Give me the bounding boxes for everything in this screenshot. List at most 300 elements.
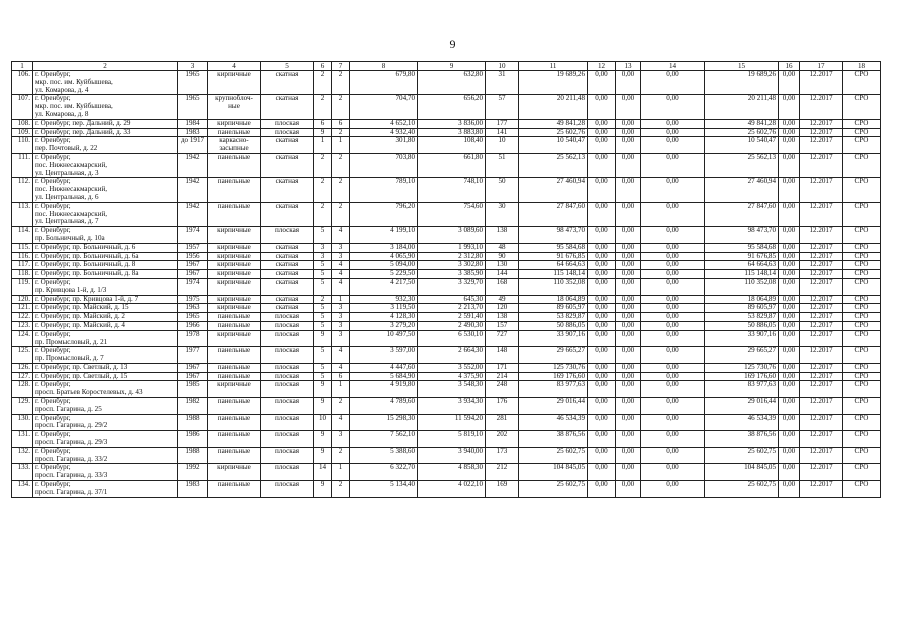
row-number: 115. bbox=[12, 243, 33, 252]
cost-cell: 10 540,47 bbox=[519, 137, 588, 154]
table-row bbox=[12, 261, 881, 270]
value-14-cell: 0,00 bbox=[641, 95, 705, 119]
value-16-cell: 0,00 bbox=[779, 330, 800, 347]
method-cell: СРО bbox=[843, 95, 881, 119]
roof-type-cell: скатная bbox=[261, 243, 314, 252]
cost-cell: 25 602,75 bbox=[519, 447, 588, 464]
table-row bbox=[12, 372, 881, 381]
method-cell: СРО bbox=[843, 178, 881, 202]
residents-cell: 57 bbox=[486, 95, 519, 119]
address-line: пр. Больничный, д. 10а bbox=[35, 233, 105, 242]
residents-cell: 169 bbox=[486, 481, 519, 498]
value-12-cell: 0,00 bbox=[588, 481, 616, 498]
value-12-cell: 0,00 bbox=[588, 330, 616, 347]
row-number: 111. bbox=[12, 153, 33, 177]
value-12-cell: 0,00 bbox=[588, 261, 616, 270]
row-number: 110. bbox=[12, 137, 33, 154]
residents-cell: 51 bbox=[486, 153, 519, 177]
method-cell: СРО bbox=[843, 330, 881, 347]
value-16-cell: 0,00 bbox=[779, 153, 800, 177]
method-cell: СРО bbox=[843, 227, 881, 244]
value-13-cell: 0,00 bbox=[616, 270, 641, 279]
living-area-cell: 3 385,90 bbox=[418, 270, 486, 279]
cost-cell: 95 584,68 bbox=[519, 243, 588, 252]
value-16-cell: 0,00 bbox=[779, 431, 800, 448]
floors-cell: 5 bbox=[314, 278, 332, 295]
value-15-cell: 95 584,68 bbox=[705, 243, 779, 252]
value-12-cell: 0,00 bbox=[588, 178, 616, 202]
value-16-cell: 0,00 bbox=[779, 243, 800, 252]
wall-material-cell: кирпичные bbox=[208, 252, 261, 261]
roof-type-cell: скатная bbox=[261, 153, 314, 177]
residents-cell: 120 bbox=[486, 304, 519, 313]
address-cell bbox=[33, 128, 178, 137]
value-15-cell: 50 886,05 bbox=[705, 321, 779, 330]
entrances-cell: 1 bbox=[332, 381, 350, 398]
residents-cell: 176 bbox=[486, 398, 519, 415]
address-line: мкр. пос. им. Куйбышева, bbox=[35, 102, 113, 111]
address-line: г. Оренбург, bbox=[35, 278, 71, 286]
entrances-cell: 3 bbox=[332, 252, 350, 261]
address-cell bbox=[33, 202, 178, 226]
address-line: г. Оренбург, bbox=[35, 346, 71, 355]
total-area-cell: 4 065,90 bbox=[350, 252, 418, 261]
value-14-cell: 0,00 bbox=[641, 270, 705, 279]
floors-cell: 9 bbox=[314, 128, 332, 137]
value-13-cell: 0,00 bbox=[616, 95, 641, 119]
value-15-cell: 19 689,26 bbox=[705, 71, 779, 95]
column-number: 6 bbox=[314, 62, 332, 71]
method-cell: СРО bbox=[843, 278, 881, 295]
value-15-cell: 33 907,16 bbox=[705, 330, 779, 347]
method-cell: СРО bbox=[843, 304, 881, 313]
value-16-cell: 0,00 bbox=[779, 347, 800, 364]
living-area-cell: 632,80 bbox=[418, 71, 486, 95]
value-14-cell: 0,00 bbox=[641, 372, 705, 381]
date-cell: 12.2017 bbox=[800, 128, 843, 137]
entrances-cell: 2 bbox=[332, 71, 350, 95]
cost-cell: 29 016,44 bbox=[519, 398, 588, 415]
value-12-cell: 0,00 bbox=[588, 447, 616, 464]
value-16-cell: 0,00 bbox=[779, 71, 800, 95]
date-cell: 12.2017 bbox=[800, 153, 843, 177]
address-line: г. Оренбург, bbox=[35, 463, 71, 472]
address-cell bbox=[33, 372, 178, 381]
floors-cell: 5 bbox=[314, 347, 332, 364]
method-cell: СРО bbox=[843, 372, 881, 381]
entrances-cell: 3 bbox=[332, 313, 350, 322]
address-cell bbox=[33, 270, 178, 279]
living-area-cell: 3 302,80 bbox=[418, 261, 486, 270]
value-12-cell: 0,00 bbox=[588, 381, 616, 398]
row-number: 119. bbox=[12, 278, 33, 295]
total-area-cell: 7 562,10 bbox=[350, 431, 418, 448]
wall-material-cell: кирпичные bbox=[208, 295, 261, 304]
cost-cell: 89 605,97 bbox=[519, 304, 588, 313]
address-line: пр. Промысловый, д. 21 bbox=[35, 337, 108, 346]
row-number: 116. bbox=[12, 252, 33, 261]
value-12-cell: 0,00 bbox=[588, 128, 616, 137]
value-12-cell: 0,00 bbox=[588, 95, 616, 119]
address-cell bbox=[33, 178, 178, 202]
table-row bbox=[12, 227, 881, 244]
wall-material-cell: панельные bbox=[208, 347, 261, 364]
year-cell: 1974 bbox=[178, 227, 208, 244]
floors-cell: 10 bbox=[314, 414, 332, 431]
row-number: 131. bbox=[12, 431, 33, 448]
living-area-cell: 2 213,70 bbox=[418, 304, 486, 313]
value-15-cell: 115 148,14 bbox=[705, 270, 779, 279]
total-area-cell: 10 497,50 bbox=[350, 330, 418, 347]
value-15-cell: 46 534,39 bbox=[705, 414, 779, 431]
total-area-cell: 15 298,30 bbox=[350, 414, 418, 431]
value-14-cell: 0,00 bbox=[641, 128, 705, 137]
value-14-cell: 0,00 bbox=[641, 347, 705, 364]
table-row bbox=[12, 447, 881, 464]
wall-material-cell: панельные bbox=[208, 313, 261, 322]
living-area-cell: 3 883,80 bbox=[418, 128, 486, 137]
column-number: 17 bbox=[800, 62, 843, 71]
floors-cell: 9 bbox=[314, 447, 332, 464]
wall-material-cell: панельные bbox=[208, 431, 261, 448]
year-cell: 1985 bbox=[178, 381, 208, 398]
address-cell bbox=[33, 295, 178, 304]
address-cell bbox=[33, 119, 178, 128]
method-cell: СРО bbox=[843, 321, 881, 330]
wall-material-cell: панельные bbox=[208, 363, 261, 372]
cost-cell: 20 211,48 bbox=[519, 95, 588, 119]
value-15-cell: 53 829,87 bbox=[705, 313, 779, 322]
value-14-cell: 0,00 bbox=[641, 178, 705, 202]
column-number: 5 bbox=[261, 62, 314, 71]
date-cell: 12.2017 bbox=[800, 398, 843, 415]
entrances-cell: 6 bbox=[332, 372, 350, 381]
entrances-cell: 4 bbox=[332, 347, 350, 364]
row-number: 120. bbox=[12, 295, 33, 304]
cost-cell: 53 829,87 bbox=[519, 313, 588, 322]
address-line: г. Оренбург, bbox=[35, 153, 71, 161]
total-area-cell: 4 199,10 bbox=[350, 227, 418, 244]
year-cell: 1967 bbox=[178, 261, 208, 270]
residents-cell: 248 bbox=[486, 381, 519, 398]
wall-material-cell: кирпичные bbox=[208, 227, 261, 244]
table-row bbox=[12, 321, 881, 330]
cost-cell: 46 534,39 bbox=[519, 414, 588, 431]
method-cell: СРО bbox=[843, 243, 881, 252]
total-area-cell: 3 184,00 bbox=[350, 243, 418, 252]
floors-cell: 5 bbox=[314, 372, 332, 381]
value-16-cell: 0,00 bbox=[779, 202, 800, 226]
wall-material-cell: кирпичные bbox=[208, 71, 261, 95]
table-row bbox=[12, 95, 881, 119]
address-cell bbox=[33, 481, 178, 498]
living-area-cell: 3 548,30 bbox=[418, 381, 486, 398]
entrances-cell: 1 bbox=[332, 137, 350, 154]
address-line: г. Оренбург, bbox=[35, 480, 71, 489]
total-area-cell: 5 094,00 bbox=[350, 261, 418, 270]
roof-type-cell: скатная bbox=[261, 261, 314, 270]
column-number: 14 bbox=[641, 62, 705, 71]
value-12-cell: 0,00 bbox=[588, 153, 616, 177]
cost-cell: 38 876,56 bbox=[519, 431, 588, 448]
address-line: г. Оренбург, пр. Больничный, д. 8 bbox=[35, 260, 136, 269]
method-cell: СРО bbox=[843, 481, 881, 498]
cost-cell: 104 845,05 bbox=[519, 464, 588, 481]
address-line: г. Оренбург, пр. Светлый, д. 15 bbox=[35, 372, 128, 380]
cost-cell: 83 977,63 bbox=[519, 381, 588, 398]
date-cell: 12.2017 bbox=[800, 270, 843, 279]
row-number: 107. bbox=[12, 95, 33, 119]
value-12-cell: 0,00 bbox=[588, 71, 616, 95]
method-cell: СРО bbox=[843, 270, 881, 279]
value-13-cell: 0,00 bbox=[616, 227, 641, 244]
value-15-cell: 29 665,27 bbox=[705, 347, 779, 364]
address-line: г. Оренбург, пр. Больничный, д. 6а bbox=[35, 252, 139, 260]
floors-cell: 5 bbox=[314, 270, 332, 279]
residents-cell: 214 bbox=[486, 372, 519, 381]
wall-material-cell: панельные bbox=[208, 153, 261, 177]
method-cell: СРО bbox=[843, 71, 881, 95]
roof-type-cell: скатная bbox=[261, 252, 314, 261]
address-line: просп. Братьев Коростелевых, д. 43 bbox=[35, 388, 143, 397]
method-cell: СРО bbox=[843, 381, 881, 398]
value-13-cell: 0,00 bbox=[616, 295, 641, 304]
date-cell: 12.2017 bbox=[800, 414, 843, 431]
value-15-cell: 27 847,60 bbox=[705, 202, 779, 226]
address-line: г. Оренбург, bbox=[35, 447, 71, 455]
column-number: 18 bbox=[843, 62, 881, 71]
wall-material-cell: кирпичные bbox=[208, 243, 261, 252]
date-cell: 12.2017 bbox=[800, 243, 843, 252]
table-row bbox=[12, 153, 881, 177]
wall-material-cell: кирпичные bbox=[208, 464, 261, 481]
date-cell: 12.2017 bbox=[800, 252, 843, 261]
value-12-cell: 0,00 bbox=[588, 414, 616, 431]
value-12-cell: 0,00 bbox=[588, 227, 616, 244]
value-15-cell: 169 176,60 bbox=[705, 372, 779, 381]
value-13-cell: 0,00 bbox=[616, 363, 641, 372]
roof-type-cell: плоская bbox=[261, 330, 314, 347]
floors-cell: 2 bbox=[314, 95, 332, 119]
value-12-cell: 0,00 bbox=[588, 243, 616, 252]
column-number: 4 bbox=[208, 62, 261, 71]
address-line: пос. Нижнесакмарский, bbox=[35, 185, 108, 194]
roof-type-cell: плоская bbox=[261, 464, 314, 481]
value-16-cell: 0,00 bbox=[779, 414, 800, 431]
residents-cell: 281 bbox=[486, 414, 519, 431]
roof-type-cell: плоская bbox=[261, 227, 314, 244]
value-14-cell: 0,00 bbox=[641, 71, 705, 95]
entrances-cell: 6 bbox=[332, 119, 350, 128]
cost-cell: 98 473,70 bbox=[519, 227, 588, 244]
table-row bbox=[12, 398, 881, 415]
roof-type-cell: скатная bbox=[261, 278, 314, 295]
value-13-cell: 0,00 bbox=[616, 464, 641, 481]
floors-cell: 9 bbox=[314, 330, 332, 347]
value-12-cell: 0,00 bbox=[588, 431, 616, 448]
wall-material-cell: кирпичные bbox=[208, 381, 261, 398]
floors-cell: 1 bbox=[314, 137, 332, 154]
residents-cell: 138 bbox=[486, 227, 519, 244]
row-number: 129. bbox=[12, 398, 33, 415]
value-12-cell: 0,00 bbox=[588, 278, 616, 295]
year-cell: 1982 bbox=[178, 398, 208, 415]
wall-material-cell: панельные bbox=[208, 128, 261, 137]
row-number: 126. bbox=[12, 363, 33, 372]
value-16-cell: 0,00 bbox=[779, 313, 800, 322]
value-12-cell: 0,00 bbox=[588, 270, 616, 279]
residents-cell: 202 bbox=[486, 431, 519, 448]
cost-cell: 64 664,63 bbox=[519, 261, 588, 270]
value-14-cell: 0,00 bbox=[641, 304, 705, 313]
address-cell bbox=[33, 261, 178, 270]
row-number: 121. bbox=[12, 304, 33, 313]
table-row bbox=[12, 431, 881, 448]
value-15-cell: 29 016,44 bbox=[705, 398, 779, 415]
date-cell: 12.2017 bbox=[800, 313, 843, 322]
value-14-cell: 0,00 bbox=[641, 464, 705, 481]
year-cell: 1986 bbox=[178, 431, 208, 448]
row-number: 109. bbox=[12, 128, 33, 137]
floors-cell: 5 bbox=[314, 321, 332, 330]
value-16-cell: 0,00 bbox=[779, 321, 800, 330]
cost-cell: 27 847,60 bbox=[519, 202, 588, 226]
wall-material-cell: панельные bbox=[208, 447, 261, 464]
roof-type-cell: плоская bbox=[261, 447, 314, 464]
year-cell: 1992 bbox=[178, 464, 208, 481]
wall-material-cell: панельные bbox=[208, 321, 261, 330]
value-15-cell: 25 602,76 bbox=[705, 128, 779, 137]
roof-type-cell: плоская bbox=[261, 431, 314, 448]
table-row bbox=[12, 381, 881, 398]
value-15-cell: 91 676,85 bbox=[705, 252, 779, 261]
date-cell: 12.2017 bbox=[800, 202, 843, 226]
value-13-cell: 0,00 bbox=[616, 414, 641, 431]
floors-cell: 5 bbox=[314, 227, 332, 244]
value-15-cell: 10 540,47 bbox=[705, 137, 779, 154]
wall-material-cell: панельные bbox=[208, 202, 261, 226]
entrances-cell: 4 bbox=[332, 363, 350, 372]
row-number: 106. bbox=[12, 71, 33, 95]
address-cell bbox=[33, 137, 178, 154]
total-area-cell: 3 597,00 bbox=[350, 347, 418, 364]
value-16-cell: 0,00 bbox=[779, 372, 800, 381]
address-line: ул. Центральная, д. 7 bbox=[35, 217, 99, 226]
total-area-cell: 4 128,30 bbox=[350, 313, 418, 322]
year-cell: 1965 bbox=[178, 313, 208, 322]
entrances-cell: 4 bbox=[332, 414, 350, 431]
address-line: г. Оренбург, bbox=[35, 330, 71, 338]
date-cell: 12.2017 bbox=[800, 71, 843, 95]
cost-cell: 25 602,75 bbox=[519, 481, 588, 498]
entrances-cell: 4 bbox=[332, 261, 350, 270]
value-14-cell: 0,00 bbox=[641, 202, 705, 226]
address-cell bbox=[33, 431, 178, 448]
address-cell bbox=[33, 95, 178, 119]
cost-cell: 91 676,85 bbox=[519, 252, 588, 261]
method-cell: СРО bbox=[843, 153, 881, 177]
entrances-cell: 2 bbox=[332, 95, 350, 119]
value-15-cell: 25 602,75 bbox=[705, 481, 779, 498]
date-cell: 12.2017 bbox=[800, 372, 843, 381]
value-13-cell: 0,00 bbox=[616, 137, 641, 154]
column-number-row bbox=[12, 62, 881, 71]
address-cell bbox=[33, 243, 178, 252]
value-13-cell: 0,00 bbox=[616, 481, 641, 498]
living-area-cell: 2 591,40 bbox=[418, 313, 486, 322]
value-15-cell: 18 064,89 bbox=[705, 295, 779, 304]
value-16-cell: 0,00 bbox=[779, 137, 800, 154]
year-cell: 1967 bbox=[178, 363, 208, 372]
address-line: г. Оренбург, bbox=[35, 397, 71, 406]
value-16-cell: 0,00 bbox=[779, 128, 800, 137]
floors-cell: 2 bbox=[314, 178, 332, 202]
value-14-cell: 0,00 bbox=[641, 119, 705, 128]
entrances-cell: 2 bbox=[332, 178, 350, 202]
cost-cell: 18 064,89 bbox=[519, 295, 588, 304]
roof-type-cell: скатная bbox=[261, 304, 314, 313]
date-cell: 12.2017 bbox=[800, 227, 843, 244]
total-area-cell: 4 919,80 bbox=[350, 381, 418, 398]
table-row bbox=[12, 414, 881, 431]
value-16-cell: 0,00 bbox=[779, 95, 800, 119]
date-cell: 12.2017 bbox=[800, 295, 843, 304]
row-number: 130. bbox=[12, 414, 33, 431]
residents-cell: 212 bbox=[486, 464, 519, 481]
entrances-cell: 1 bbox=[332, 295, 350, 304]
address-cell bbox=[33, 321, 178, 330]
date-cell: 12.2017 bbox=[800, 330, 843, 347]
value-16-cell: 0,00 bbox=[779, 363, 800, 372]
value-12-cell: 0,00 bbox=[588, 304, 616, 313]
value-13-cell: 0,00 bbox=[616, 347, 641, 364]
total-area-cell: 5 684,90 bbox=[350, 372, 418, 381]
living-area-cell: 754,60 bbox=[418, 202, 486, 226]
wall-material-cell: кирпичные bbox=[208, 261, 261, 270]
year-cell: 1978 bbox=[178, 330, 208, 347]
date-cell: 12.2017 bbox=[800, 381, 843, 398]
living-area-cell: 656,20 bbox=[418, 95, 486, 119]
residents-cell: 31 bbox=[486, 71, 519, 95]
address-cell bbox=[33, 304, 178, 313]
date-cell: 12.2017 bbox=[800, 178, 843, 202]
value-13-cell: 0,00 bbox=[616, 243, 641, 252]
cost-cell: 19 689,26 bbox=[519, 71, 588, 95]
value-12-cell: 0,00 bbox=[588, 295, 616, 304]
floors-cell: 5 bbox=[314, 304, 332, 313]
column-number: 16 bbox=[779, 62, 800, 71]
value-16-cell: 0,00 bbox=[779, 227, 800, 244]
table-row bbox=[12, 363, 881, 372]
address-line: г. Оренбург, bbox=[35, 380, 71, 389]
cost-cell: 115 148,14 bbox=[519, 270, 588, 279]
total-area-cell: 301,80 bbox=[350, 137, 418, 154]
year-cell: 1983 bbox=[178, 481, 208, 498]
value-15-cell: 27 460,94 bbox=[705, 178, 779, 202]
living-area-cell: 3 329,70 bbox=[418, 278, 486, 295]
address-cell bbox=[33, 278, 178, 295]
living-area-cell: 2 664,30 bbox=[418, 347, 486, 364]
roof-type-cell: плоская bbox=[261, 414, 314, 431]
housing-registry-table bbox=[11, 61, 881, 498]
roof-type-cell: скатная bbox=[261, 295, 314, 304]
value-16-cell: 0,00 bbox=[779, 261, 800, 270]
total-area-cell: 704,70 bbox=[350, 95, 418, 119]
date-cell: 12.2017 bbox=[800, 278, 843, 295]
total-area-cell: 3 279,20 bbox=[350, 321, 418, 330]
method-cell: СРО bbox=[843, 252, 881, 261]
address-cell bbox=[33, 398, 178, 415]
